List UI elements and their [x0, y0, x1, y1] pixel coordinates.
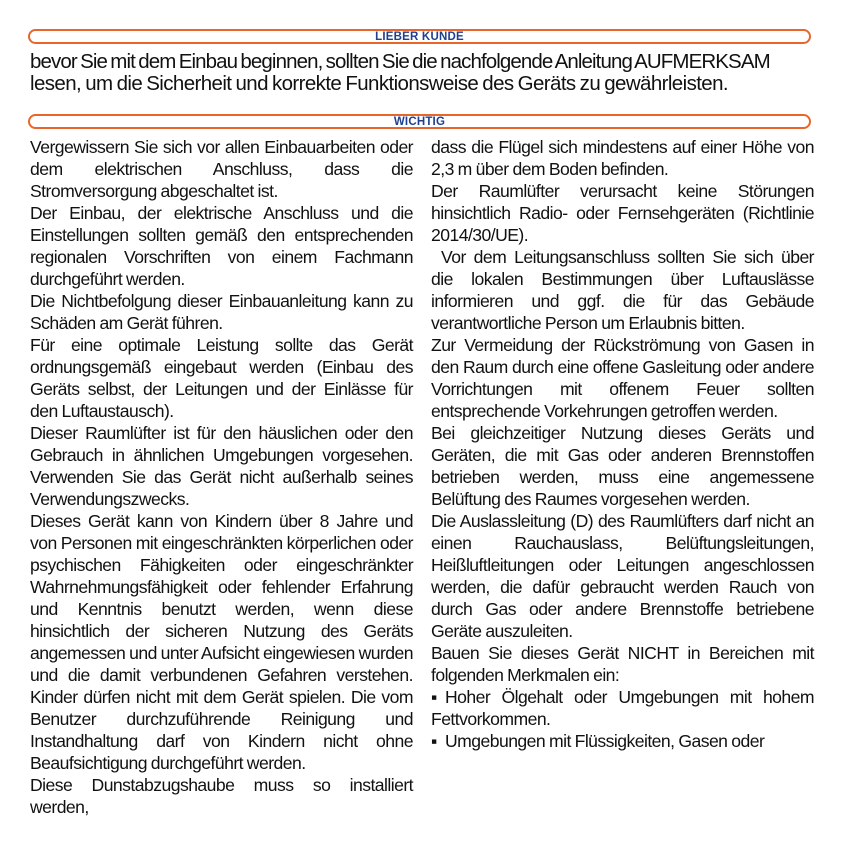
paragraph: Die Nichtbefolgung dieser Einbauanleitung kann zu Schäden am Gerät führen.	[30, 291, 413, 333]
bullet-text: Hoher Ölgehalt oder Umgebungen mit hohem Fettvorkommen.	[431, 687, 814, 729]
paragraph: Zur Vermeidung der Rückströmung von Gasen in den Raum durch eine offene Gasleitung oder andere Vorrichtungen mit offenem Feuer sollten entsprechende Vorkehrungen getroffen werden.	[431, 335, 814, 421]
bullet-icon: ▪	[431, 731, 437, 751]
paragraph: Die Auslassleitung (D) des Raumlüfters darf nicht an einen Rauchauslass, Belüftungsleitungen, Heißluftleitungen oder Leitungen angeschlossen werden, die dafür gebraucht werden Rauch von durch Gas oder andere Brennstoffe betriebene Geräte auszuleiten.	[431, 511, 814, 641]
section-title: WICHTIG	[393, 115, 446, 128]
paragraph: dass die Flügel sich mindestens auf einer Höhe von 2,3 m über dem Boden befinden.	[431, 137, 814, 179]
intro-line-2: lesen, um die Sicherheit und korrekte Funktionsweise des Geräts zu gewährleisten.	[30, 72, 729, 95]
bullet-icon: ▪	[431, 687, 437, 707]
bullet-item	[431, 730, 814, 752]
paragraph: Diese Dunstabzugshaube muss so installiert werden,	[30, 775, 413, 817]
bullet-item	[431, 686, 814, 730]
bullet-text: Umgebungen mit Flüssigkeiten, Gasen oder	[445, 731, 765, 751]
paragraph: Dieser Raumlüfter ist für den häuslichen oder den Gebrauch in ähnlichen Umgebungen vorgesehen. Verwenden Sie das Gerät nicht außerhalb seines Verwendungszwecks.	[30, 423, 413, 509]
paragraph: Der Einbau, der elektrische Anschluss und die Einstellungen sollten gemäß den entsprechenden regionalen Vorschriften von einem Fachmann durchgeführt werden.	[30, 203, 413, 289]
intro-line-1: bevor Sie mit dem Einbau beginnen, sollten Sie die nachfolgende Anleitung AUFMERKSAM	[30, 50, 770, 73]
left-column	[30, 136, 413, 818]
paragraph: Dieses Gerät kann von Kindern über 8 Jahre und von Personen mit eingeschränkten körperlichen oder psychischen Fähigkeiten oder eingeschränkter Wahrnehmungsfähigkeit oder fehlender Erfahrung und Kenntnis benutzt werden, wenn diese hinsichtlich der sicheren Nutzung des Geräts angemessen und unter Aufsicht eingewiesen wurden und die damit verbundenen Gefahren verstehen. Kinder dürfen nicht mit dem Gerät spielen. Die vom Benutzer durchzuführende Reinigung und Instandhaltung darf von Kindern nicht ohne Beaufsichtigung durchgeführt werden.	[30, 511, 413, 773]
paragraph: Bei gleichzeitiger Nutzung dieses Geräts und Geräten, die mit Gas oder anderen Brennstoffen betrieben werden, muss eine angemessene Belüftung des Raumes vorgesehen werden.	[431, 423, 814, 509]
intro-text	[30, 51, 814, 95]
paragraph: Für eine optimale Leistung sollte das Gerät ordnungsgemäß eingebaut werden (Einbau des Geräts selbst, der Leitungen und der Einlässe für den Luftaustausch).	[30, 335, 413, 421]
paragraph: Bauen Sie dieses Gerät NICHT in Bereichen mit folgenden Merkmalen ein:	[431, 643, 814, 685]
section-banner	[28, 114, 811, 129]
right-column	[431, 136, 814, 752]
header-title: LIEBER KUNDE	[375, 30, 464, 43]
paragraph: Vor dem Leitungsanschluss sollten Sie sich über die lokalen Bestimmungen über Luftauslässe informieren und ggf. die für das Gebäude verantwortliche Person um Erlaubnis bitten.	[431, 247, 814, 333]
paragraph: Vergewissern Sie sich vor allen Einbauarbeiten oder dem elektrischen Anschluss, dass die Stromversorgung abgeschaltet ist.	[30, 137, 413, 201]
header-banner	[28, 29, 811, 44]
paragraph: Der Raumlüfter verursacht keine Störungen hinsichtlich Radio- oder Fernsehgeräten (Richtlinie 2014/30/UE).	[431, 181, 814, 245]
